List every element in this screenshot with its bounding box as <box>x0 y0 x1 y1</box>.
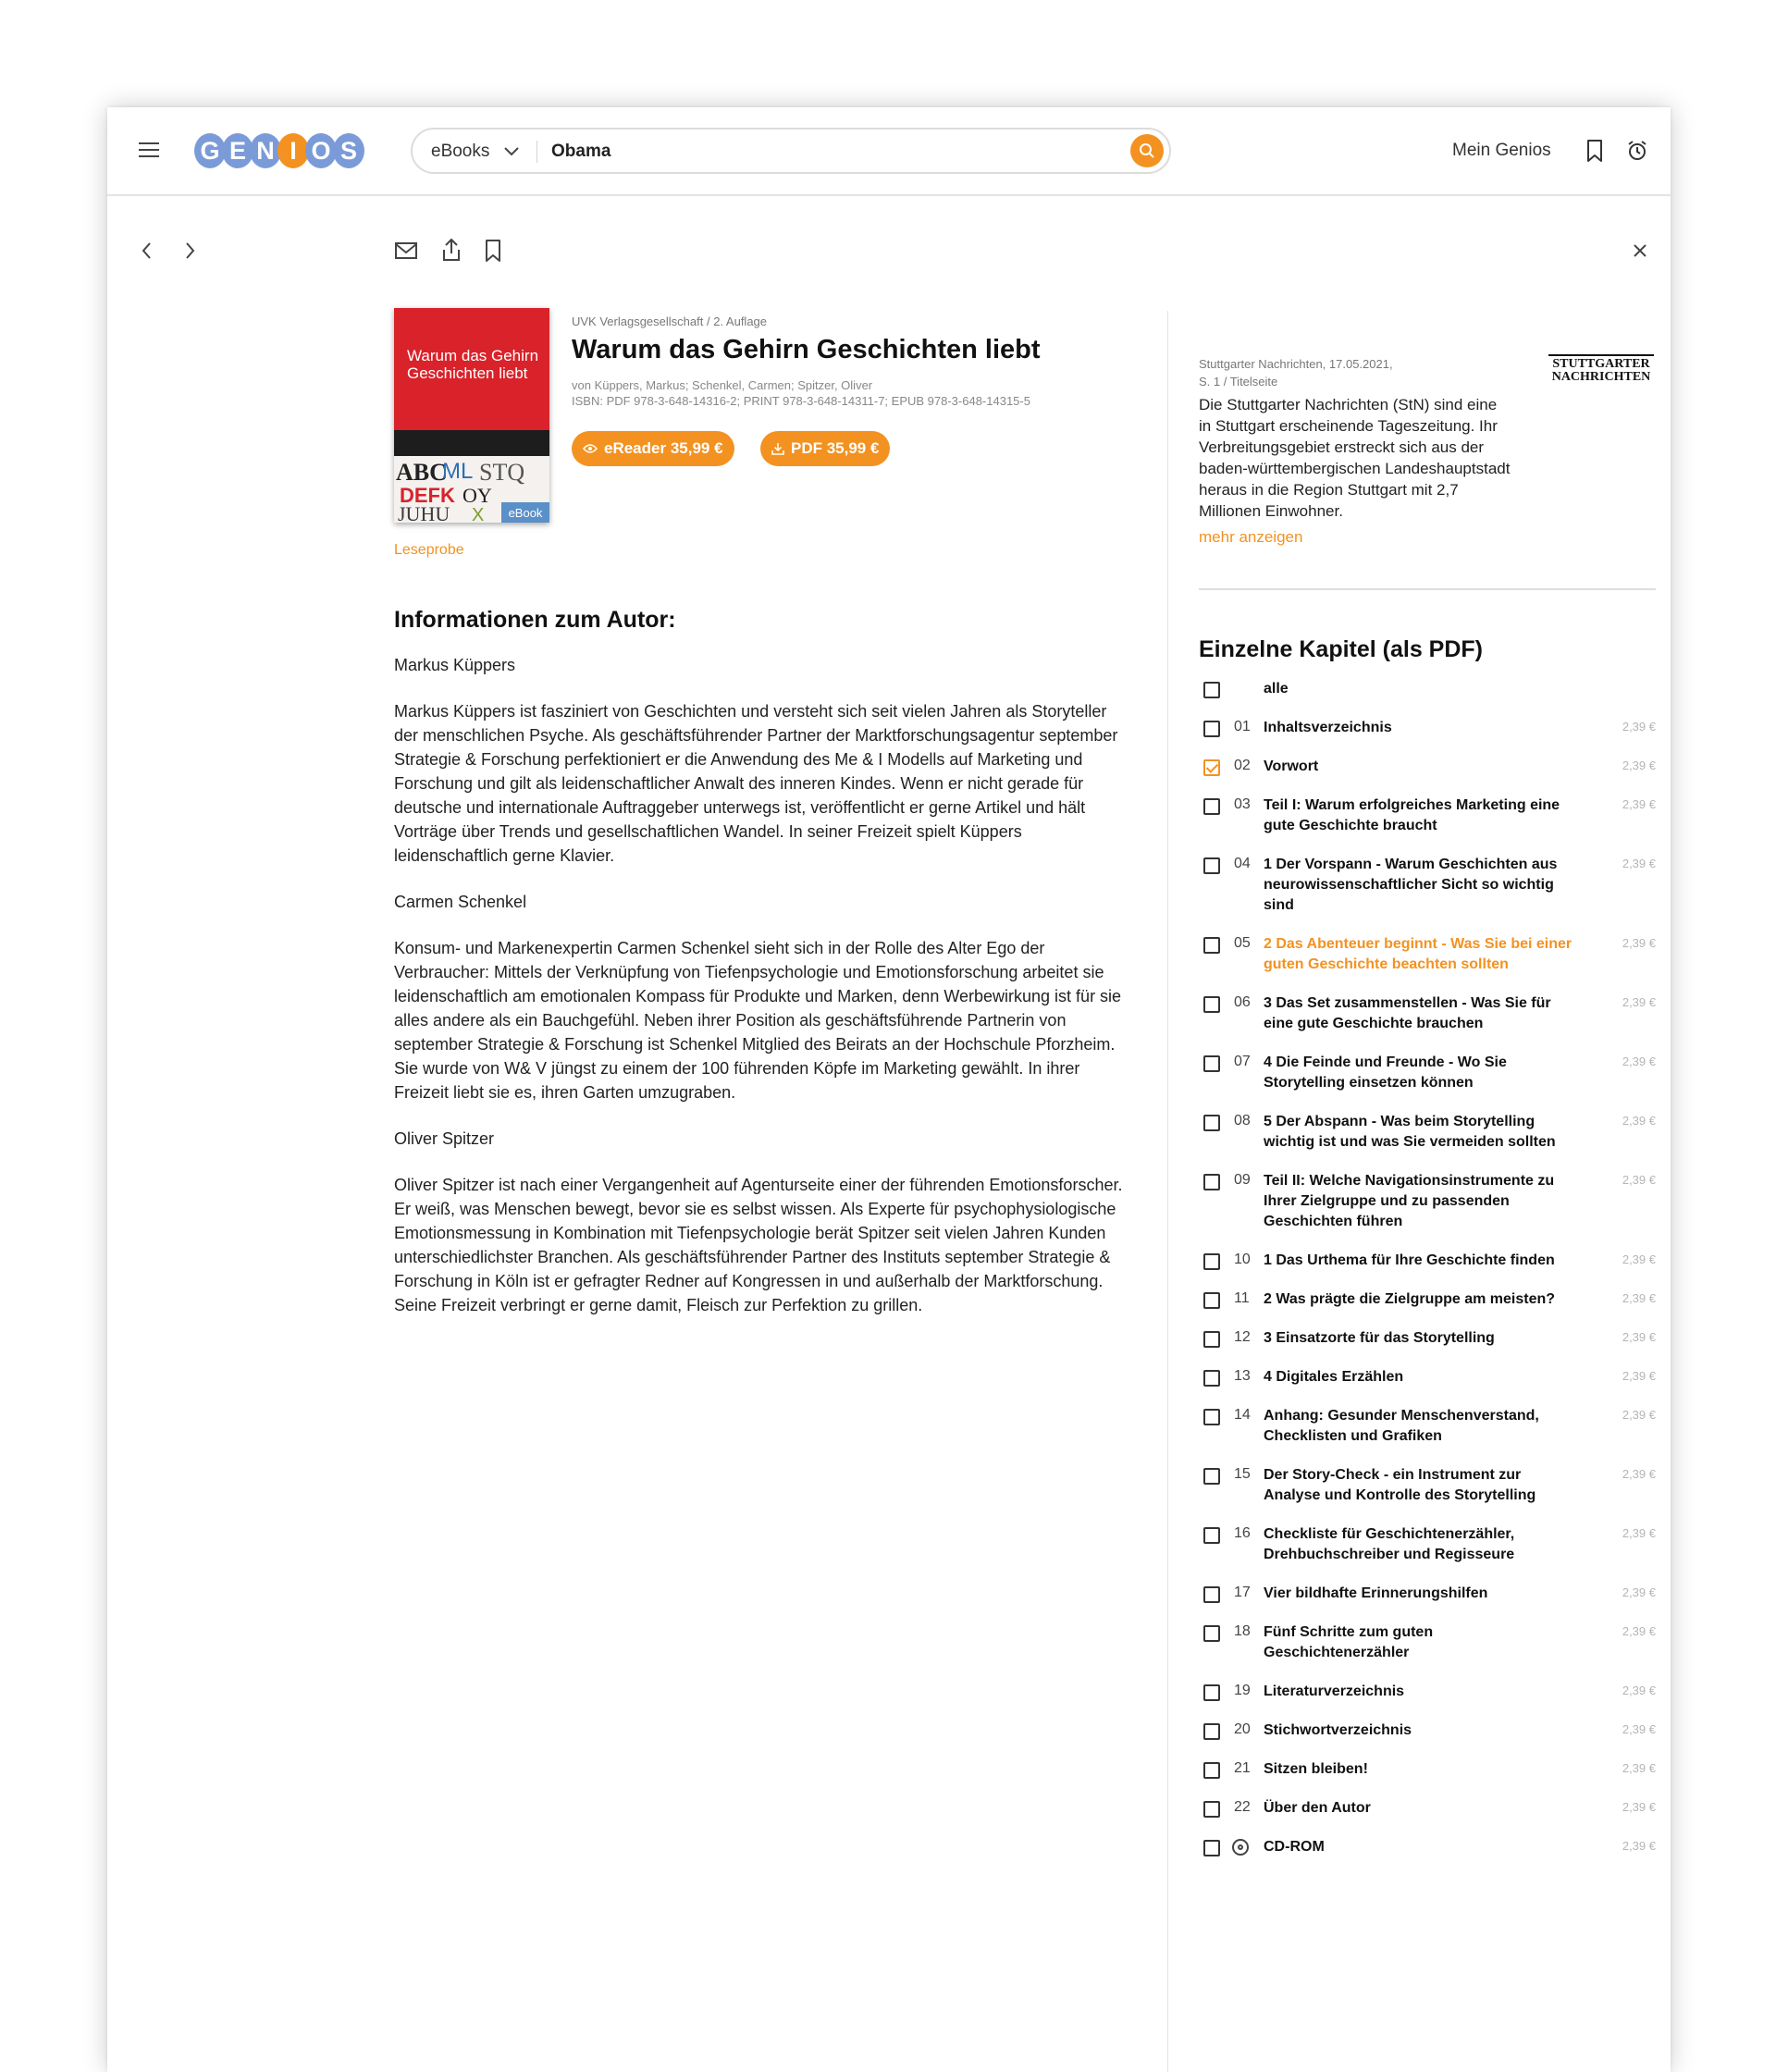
logo-letter: I <box>278 133 309 168</box>
chapter-checkbox[interactable] <box>1203 1625 1220 1642</box>
chapter-price: 2,39 € <box>1622 1467 1656 1481</box>
chapter-title[interactable]: CD-ROM <box>1264 1839 1325 1855</box>
chapter-price: 2,39 € <box>1622 797 1656 811</box>
chapter-checkbox[interactable] <box>1203 1723 1220 1740</box>
chapter-title[interactable]: Teil I: Warum erfolgreiches Marketing eine gute Geschichte braucht <box>1264 797 1560 833</box>
chapter-title[interactable]: 1 Das Urthema für Ihre Geschichte finden <box>1264 1252 1555 1268</box>
top-header <box>107 107 1671 196</box>
chapter-price: 2,39 € <box>1622 1800 1656 1814</box>
chapter-title[interactable]: Teil II: Welche Navigationsinstrumente zu Ihrer Zielgruppe und zu passenden Geschichten führen <box>1264 1173 1555 1229</box>
chapter-checkbox[interactable] <box>1203 1840 1220 1856</box>
chapter-list <box>1199 679 1656 1876</box>
chapter-checkbox[interactable] <box>1203 1115 1220 1131</box>
source-date: Stuttgarter Nachrichten, 17.05.2021, <box>1199 357 1393 371</box>
chapter-price: 2,39 € <box>1622 936 1656 950</box>
chapter-row <box>1199 1112 1656 1153</box>
chapter-number: 03 <box>1234 796 1251 812</box>
chapter-row <box>1199 718 1656 738</box>
chapter-title[interactable]: Sitzen bleiben! <box>1264 1761 1368 1777</box>
chapter-checkbox[interactable] <box>1203 1762 1220 1779</box>
chapter-checkbox[interactable] <box>1203 996 1220 1013</box>
chapter-checkbox[interactable] <box>1203 1253 1220 1270</box>
chapter-price: 2,39 € <box>1622 1173 1656 1187</box>
chapter-title[interactable]: Fünf Schritte zum guten Geschichtenerzähler <box>1264 1624 1434 1660</box>
chapter-price: 2,39 € <box>1622 857 1656 870</box>
book-cover[interactable] <box>394 308 549 523</box>
mehr-anzeigen-link[interactable]: mehr anzeigen <box>1199 528 1303 546</box>
chapter-price: 2,39 € <box>1622 1114 1656 1128</box>
author-bio: Markus Küppers ist fasziniert von Geschichten und versteht sich seit vielen Jahren als Storyteller der menschlichen Psyche. Als geschäftsführender Partner der Marktforschungsagentur september Strategie & Forschung perfektioniert er die Anwendung des Me & I Modells auf Marketing und Forschung und gilt als leidenschaftlicher Anwalt des inneren Kindes. Wenn er nicht gerade für deutsche und internationale Auftraggeber unterwegs ist, veröffentlicht er gerne Artikel und hält Vorträge über Trends und gesellschaftlichen Wandel. In seiner Freizeit spielt Küppers leidenschaftlich gerne Klavier. <box>394 702 1118 865</box>
search-icon <box>1139 142 1155 159</box>
chapter-row <box>1199 1622 1656 1663</box>
logo-letter: E <box>222 133 253 168</box>
chapter-number: 18 <box>1234 1623 1251 1639</box>
chapter-row <box>1199 1524 1656 1565</box>
chapter-title[interactable]: Der Story-Check - ein Instrument zur Analyse und Kontrolle des Storytelling <box>1264 1467 1536 1503</box>
chapter-title[interactable]: Vier bildhafte Erinnerungshilfen <box>1264 1585 1488 1601</box>
alarm-icon[interactable] <box>1626 139 1648 163</box>
chapter-row <box>1199 993 1656 1034</box>
mein-genios-link[interactable]: Mein Genios <box>1452 141 1551 160</box>
logo-letter: G <box>194 133 226 168</box>
chapter-checkbox[interactable] <box>1203 1527 1220 1544</box>
stuttgarter-nachrichten-logo: STUTTGARTER NACHRICHTEN <box>1548 354 1654 384</box>
chapter-price: 2,39 € <box>1622 1054 1656 1068</box>
chapter-price: 2,39 € <box>1622 1624 1656 1638</box>
source-description: Die Stuttgarter Nachrichten (StN) sind eine in Stuttgart erscheinende Tageszeitung. Ihr Verbreitungsgebiet erstreckt sich aus der baden-württembergischen Landeshauptstadt heraus in die Region Stuttgart mit 2,7 Millionen Einwohner. <box>1199 396 1511 520</box>
chapter-number: 06 <box>1234 994 1251 1010</box>
book-meta <box>572 377 1030 409</box>
chapter-number: 13 <box>1234 1368 1251 1384</box>
chevron-right-icon[interactable] <box>181 240 198 261</box>
ereader-price: eReader 35,99 € <box>604 439 723 457</box>
chapter-title[interactable]: 2 Was prägte die Zielgruppe am meisten? <box>1264 1291 1556 1307</box>
leseprobe-link[interactable]: Leseprobe <box>394 542 464 558</box>
chapter-title[interactable]: 1 Der Vorspann - Warum Geschichten aus neurowissenschaftlicher Sicht so wichtig sind <box>1264 857 1558 913</box>
app-window <box>107 107 1671 2072</box>
chapter-price: 2,39 € <box>1622 758 1656 772</box>
select-all-checkbox[interactable] <box>1203 682 1220 698</box>
chapter-row <box>1199 855 1656 916</box>
close-icon[interactable] <box>1632 242 1648 259</box>
chapter-checkbox[interactable] <box>1203 721 1220 737</box>
author-info-text <box>394 653 1125 1339</box>
svg-text:JUHU: JUHU <box>398 502 450 523</box>
chapter-price: 2,39 € <box>1622 720 1656 734</box>
share-icon[interactable] <box>440 237 462 263</box>
chevron-down-icon[interactable] <box>503 142 520 159</box>
author-name: Oliver Spitzer <box>394 1129 495 1148</box>
search-bar <box>411 128 1171 174</box>
chapter-checkbox[interactable] <box>1203 1801 1220 1818</box>
chapter-number: 22 <box>1234 1799 1251 1815</box>
bookmark-icon[interactable] <box>1584 139 1606 163</box>
chapter-row <box>1199 757 1656 777</box>
chapter-row <box>1199 1682 1656 1702</box>
section-divider <box>1199 588 1656 590</box>
chevron-left-icon[interactable] <box>139 240 155 261</box>
chapter-checkbox[interactable] <box>1203 1174 1220 1190</box>
chapter-checkbox[interactable] <box>1203 1055 1220 1072</box>
svg-text:ABC: ABC <box>396 459 447 486</box>
chapter-title[interactable]: Stichwortverzeichnis <box>1264 1722 1412 1738</box>
chapter-title[interactable]: Checkliste für Geschichtenerzähler, Drehbuchschreiber und Regisseure <box>1264 1526 1515 1562</box>
chapter-row-cdrom <box>1199 1837 1656 1857</box>
chapter-number: 20 <box>1234 1721 1251 1737</box>
chapter-number: 11 <box>1234 1290 1250 1306</box>
chapter-title[interactable]: 3 Das Set zusammenstellen - Was Sie für eine gute Geschichte brauchen <box>1264 995 1551 1031</box>
chapter-row <box>1199 1053 1656 1093</box>
menu-icon[interactable] <box>139 142 159 157</box>
eye-icon <box>583 443 598 454</box>
author-bio: Oliver Spitzer ist nach einer Vergangenheit auf Agenturseite einer der führenden Emotionsforscher. Er weiß, was Menschen bewegt, bevor sie es selbst wissen. Als Experte für psychophysiologische Emotionsmessung in Kombination mit Tiefenpsychologie berät Spitzer seit vielen Jahren Kunden unterschiedlichster Branchen. Als geschäftsführender Partner des Instituts september Strategie & Forschung in Köln ist er gefragter Redner auf Kongressen in und außerhalb der Marktforschung. Seine Freizeit verbringt er gerne damit, Fleisch zur Perfektion zu grillen. <box>394 1176 1123 1314</box>
chapter-price: 2,39 € <box>1622 1330 1656 1344</box>
book-isbn: ISBN: PDF 978-3-648-14316-2; PRINT 978-3-648-14311-7; EPUB 978-3-648-14315-5 <box>572 394 1030 408</box>
svg-text:STQ: STQ <box>479 459 525 486</box>
svg-text:DEFK: DEFK <box>400 484 455 507</box>
chapter-number: 16 <box>1234 1525 1251 1541</box>
chapter-title[interactable]: 2 Das Abenteuer beginnt - Was Sie bei einer guten Geschichte beachten sollten <box>1264 936 1572 972</box>
chapter-checkbox[interactable] <box>1203 1409 1220 1425</box>
chapter-checkbox[interactable] <box>1203 1468 1220 1485</box>
svg-text:OY: OY <box>462 484 492 507</box>
chapter-row-all <box>1199 679 1656 699</box>
chapter-number: 14 <box>1234 1407 1251 1423</box>
chapter-number: 09 <box>1234 1172 1251 1188</box>
chapter-number: 12 <box>1234 1329 1251 1345</box>
chapter-row <box>1199 934 1656 975</box>
chapter-checkbox[interactable] <box>1203 798 1220 815</box>
chapter-number: 10 <box>1234 1252 1251 1267</box>
pdf-buy-button[interactable] <box>760 431 890 466</box>
chapter-price: 2,39 € <box>1622 1684 1656 1697</box>
mail-icon[interactable] <box>394 240 418 261</box>
book-authors: von Küppers, Markus; Schenkel, Carmen; Spitzer, Oliver <box>572 378 873 392</box>
chapter-title[interactable]: 4 Die Feinde und Freunde - Wo Sie Storytelling einsetzen können <box>1264 1054 1507 1091</box>
chapter-number: 19 <box>1234 1683 1251 1698</box>
chapter-number: 04 <box>1234 856 1251 871</box>
search-button[interactable] <box>1130 134 1164 167</box>
logo-letter: N <box>250 133 281 168</box>
chapter-price: 2,39 € <box>1622 1722 1656 1736</box>
chapter-row <box>1199 1171 1656 1232</box>
chapter-number: 02 <box>1234 758 1251 773</box>
chapter-row <box>1199 1798 1656 1819</box>
chapter-title[interactable]: Anhang: Gesunder Menschenverstand, Checklisten und Grafiken <box>1264 1408 1539 1444</box>
search-divider <box>536 141 537 163</box>
chapter-price: 2,39 € <box>1622 1839 1656 1853</box>
publisher-line: UVK Verlagsgesellschaft / 2. Auflage <box>572 314 768 328</box>
author-name: Markus Küppers <box>394 656 516 674</box>
chapter-checkbox[interactable] <box>1203 937 1220 954</box>
chapter-number: 08 <box>1234 1113 1251 1128</box>
chapter-checkbox[interactable] <box>1203 857 1220 874</box>
chapter-price: 2,39 € <box>1622 1761 1656 1775</box>
chapter-price: 2,39 € <box>1622 1585 1656 1599</box>
svg-text:ML: ML <box>442 459 474 484</box>
author-info-heading: Informationen zum Autor: <box>394 607 676 633</box>
chapter-checkbox[interactable] <box>1203 1586 1220 1603</box>
chapter-row <box>1199 1759 1656 1780</box>
svg-text:X: X <box>472 505 485 523</box>
chapter-number: 21 <box>1234 1760 1251 1776</box>
chapter-row <box>1199 1367 1656 1388</box>
book-title: Warum das Gehirn Geschichten liebt <box>572 335 1041 364</box>
cd-icon <box>1232 1839 1249 1856</box>
select-all-label[interactable]: alle <box>1264 681 1289 697</box>
chapter-title[interactable]: Literaturverzeichnis <box>1264 1684 1405 1699</box>
chapter-checkbox[interactable] <box>1203 1684 1220 1701</box>
source-page: S. 1 / Titelseite <box>1199 375 1278 388</box>
chapter-number: 01 <box>1234 719 1251 734</box>
chapter-checkbox[interactable] <box>1203 1370 1220 1387</box>
chapter-row <box>1199 1465 1656 1506</box>
chapter-checkbox[interactable] <box>1203 759 1220 776</box>
chapter-title[interactable]: 3 Einsatzorte für das Storytelling <box>1264 1330 1495 1346</box>
chapter-price: 2,39 € <box>1622 1252 1656 1266</box>
chapter-title[interactable]: 5 Der Abspann - Was beim Storytelling wichtig ist und was Sie vermeiden sollten <box>1264 1114 1556 1150</box>
chapters-heading: Einzelne Kapitel (als PDF) <box>1199 636 1484 662</box>
chapter-row <box>1199 1251 1656 1271</box>
chapter-checkbox[interactable] <box>1203 1331 1220 1348</box>
chapter-row <box>1199 1406 1656 1447</box>
chapter-title[interactable]: Über den Autor <box>1264 1800 1371 1816</box>
bookmark-icon[interactable] <box>483 238 503 264</box>
chapter-row <box>1199 1720 1656 1741</box>
source-meta <box>1199 355 1393 390</box>
chapter-row <box>1199 1584 1656 1604</box>
chapter-title[interactable]: Vorwort <box>1264 758 1319 774</box>
download-icon <box>771 442 784 455</box>
logo-letter: O <box>305 133 337 168</box>
chapter-row <box>1199 1289 1656 1310</box>
chapter-number: 07 <box>1234 1054 1251 1069</box>
author-name: Carmen Schenkel <box>394 893 527 911</box>
chapter-row <box>1199 1328 1656 1349</box>
ebook-badge: eBook <box>501 502 549 523</box>
search-scope-select[interactable]: eBooks <box>431 142 490 161</box>
pdf-price: PDF 35,99 € <box>791 439 880 457</box>
chapter-title[interactable]: 4 Digitales Erzählen <box>1264 1369 1404 1385</box>
chapter-price: 2,39 € <box>1622 1291 1656 1305</box>
chapter-price: 2,39 € <box>1622 995 1656 1009</box>
chapter-row <box>1199 796 1656 836</box>
chapter-price: 2,39 € <box>1622 1408 1656 1422</box>
chapter-number: 17 <box>1234 1585 1251 1600</box>
logo-letter: S <box>333 133 364 168</box>
genios-logo[interactable] <box>194 133 361 170</box>
ereader-buy-button[interactable] <box>572 431 734 466</box>
chapter-number: 05 <box>1234 935 1251 951</box>
chapter-price: 2,39 € <box>1622 1526 1656 1540</box>
chapter-number: 15 <box>1234 1466 1251 1482</box>
search-input[interactable] <box>551 139 1088 165</box>
author-bio: Konsum- und Markenexpertin Carmen Schenkel sieht sich in der Rolle des Alter Ego der Verbraucher: Mittels der Verknüpfung von Tiefenpsychologie und Emotionsforschung arbeitet sie leidenschaftlich am emotionalen Kompass für Produkte und Marken, denn Werbewirkung ist für sie alles andere als ein Bauchgefühl. Neben ihrer Position als geschäftsführende Partnerin von september Strategie & Forschung ist Schenkel Mitglied des Beirats an der Hochschule Pforzheim. Sie wurde von W& V jüngst zu einem der 100 führenden Köpfe im Marketing gewählt. In ihrer Freizeit liebt sie es, ihren Garten umzugraben. <box>394 939 1122 1102</box>
chapter-price: 2,39 € <box>1622 1369 1656 1383</box>
column-divider <box>1167 311 1168 2072</box>
chapter-checkbox[interactable] <box>1203 1292 1220 1309</box>
cover-title: Warum das Gehirn Geschichten liebt <box>407 347 539 382</box>
chapter-title[interactable]: Inhaltsverzeichnis <box>1264 720 1392 735</box>
